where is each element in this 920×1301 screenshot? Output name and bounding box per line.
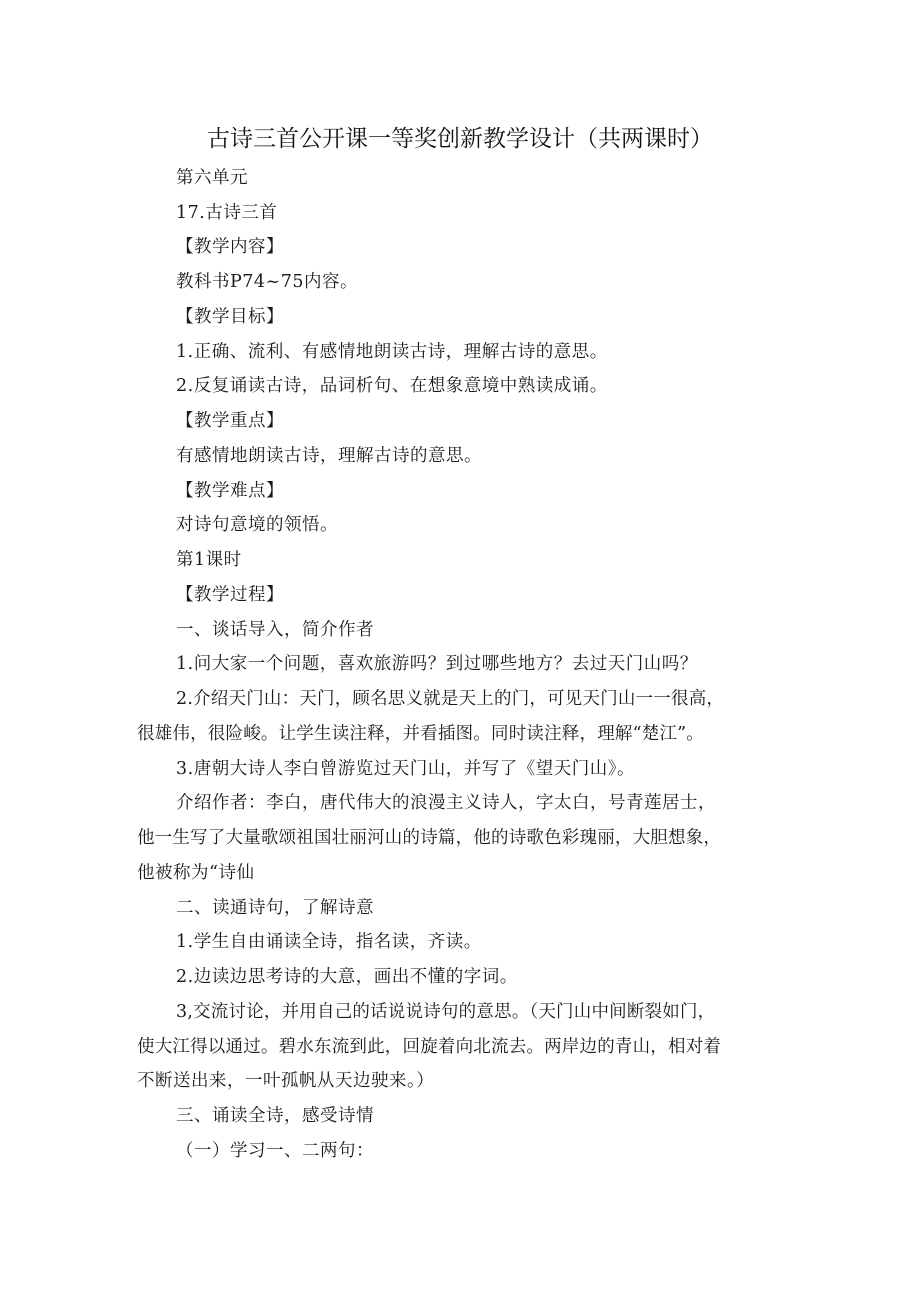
- list-item: 1.问大家一个问题，喜欢旅游吗？到过哪些地方？去过天门山吗？: [176, 654, 698, 674]
- part-heading: 二、读通诗句，了解诗意: [176, 898, 374, 918]
- list-item: 2.介绍天门山：天门，顾名思义就是天上的门，可见天门山一一很高，: [176, 689, 725, 709]
- period-heading: 第1课时: [176, 550, 242, 570]
- section-heading: 【教学内容】: [176, 237, 284, 257]
- list-item: 1.正确、流利、有感情地朗读古诗，理解古诗的意思。: [176, 342, 608, 362]
- part-heading: 三、诵读全诗，感受诗情: [176, 1106, 374, 1126]
- sub-heading: （一）学习一、二两句：: [176, 1141, 374, 1161]
- lesson-title: 17.古诗三首: [176, 203, 278, 223]
- section-heading: 【教学重点】: [176, 411, 284, 431]
- list-item: 3,交流讨论，并用自己的话说说诗句的意思。（天门山中间断裂如门，: [176, 1002, 716, 1022]
- section-heading: 【教学目标】: [176, 307, 284, 327]
- paragraph-line: 使大江得以通过。碧水东流到此，回旋着向北流去。两岸边的青山，相对着: [137, 1037, 722, 1057]
- list-item: 2.边读边思考诗的大意，画出不懂的字词。: [176, 967, 518, 987]
- paragraph-line: 很雄伟，很险峻。让学生读注释，并看插图。同时读注释，理解“楚江”。: [137, 724, 704, 744]
- part-heading: 一、谈话导入，简介作者: [176, 620, 374, 640]
- paragraph-line: 他一生写了大量歌颂祖国壮丽河山的诗篇，他的诗歌色彩瑰丽，大胆想象，: [137, 828, 722, 848]
- paragraph-line: 对诗句意境的领悟。: [176, 515, 338, 535]
- section-heading: 【教学过程】: [176, 585, 284, 605]
- paragraph-line: 介绍作者：李白，唐代伟大的浪漫主义诗人，字太白，号青莲居士，: [176, 793, 716, 813]
- unit-line: 第六单元: [176, 168, 248, 188]
- list-item: 2.反复诵读古诗，品词析句、在想象意境中熟读成诵。: [176, 376, 608, 396]
- paragraph-line: 不断送出来，一叶孤帆从天边驶来。）: [137, 1071, 435, 1091]
- list-item: 1.学生自由诵读全诗，指名读，齐读。: [176, 932, 482, 952]
- paragraph-line: 教科书P74~75内容。: [176, 272, 358, 292]
- paragraph-line: 有感情地朗读古诗，理解古诗的意思。: [176, 446, 482, 466]
- section-heading: 【教学难点】: [176, 481, 284, 501]
- list-item: 3.唐朝大诗人李白曾游览过天门山，并写了《望天门山》。: [176, 759, 635, 779]
- paragraph-line: 他被称为“诗仙: [137, 863, 255, 883]
- document-title: 古诗三首公开课一等奖创新教学设计（共两课时）: [207, 126, 713, 152]
